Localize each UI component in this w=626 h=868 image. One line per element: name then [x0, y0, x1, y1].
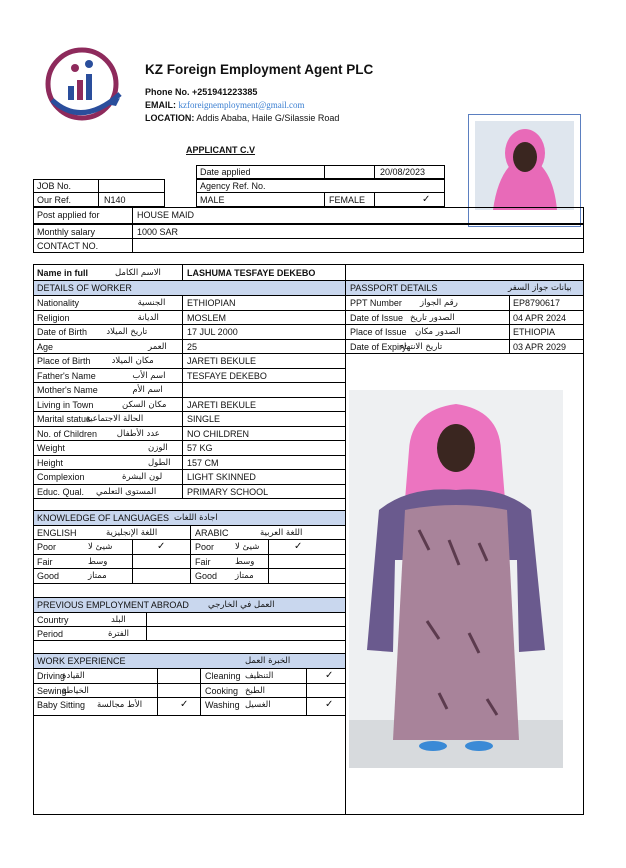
passport-header: PASSPORT DETAILS [350, 283, 438, 293]
row-divider [345, 324, 584, 325]
detail-label: Religion [37, 312, 70, 323]
job-no-label: JOB No. [37, 181, 72, 191]
passport-header-ar: بيانات جواز السفر [508, 283, 572, 293]
languages-header-ar: اجادة اللغات [174, 513, 218, 523]
row-divider [33, 411, 345, 412]
detail-value: JARETI BEKULE [187, 399, 257, 410]
row-divider [33, 426, 345, 427]
language-level-ar-ar: ممتاز [235, 571, 254, 581]
detail-value: MOSLEM [187, 312, 227, 323]
language-level-ar: Poor [195, 542, 215, 552]
detail-label: Complexion [37, 472, 85, 482]
salary-value: 1000 SAR [137, 227, 179, 237]
language-check-ar: ✓ [294, 541, 303, 552]
language-level-en-ar: وسط [88, 556, 108, 567]
detail-label: Height [37, 457, 64, 468]
experience-skill-left-ar: الخياطة [62, 686, 89, 696]
row-divider [33, 484, 345, 485]
passport-label-ar: رقم الجواز [420, 298, 458, 308]
row-divider [33, 310, 345, 311]
post-label: Post applied for [37, 210, 100, 220]
row-divider [33, 583, 345, 584]
our-ref: N140 [104, 195, 126, 205]
detail-value: SINGLE [187, 414, 221, 424]
details-header: DETAILS OF WORKER [37, 283, 132, 293]
language-level-en: Fair [37, 556, 53, 567]
language-level-ar-ar: شيئ لا [235, 542, 260, 552]
language-level-en: Poor [37, 542, 57, 552]
detail-label: Father's Name [37, 370, 96, 381]
detail-label-ar: تاريخ الميلاد [106, 327, 148, 337]
detail-label-ar: مكان الميلاد [111, 356, 154, 366]
female-check: ✓ [422, 194, 431, 205]
language-level-en-ar: ممتاز [88, 571, 107, 581]
english-label-ar: اللغة الإنجليزية [106, 528, 158, 538]
row-divider [33, 568, 345, 569]
english-label: ENGLISH [37, 528, 77, 538]
detail-label: Marital status [37, 414, 91, 424]
passport-label: Place of Issue [350, 327, 407, 337]
detail-value: LIGHT SKINNED [187, 472, 256, 482]
passport-label: Date of Issue [350, 312, 404, 323]
experience-check-right: ✓ [325, 699, 334, 710]
experience-skill-left: Driving [37, 671, 66, 681]
period-label-ar: الفترة [108, 629, 129, 639]
detail-label-ar: الطول [148, 457, 171, 468]
detail-label-ar: الحالة الاجتماعية [85, 414, 144, 424]
post-value: HOUSE MAID [137, 210, 195, 220]
agency-ref-label: Agency Ref. No. [200, 181, 266, 191]
row-divider [345, 310, 584, 311]
row-divider [33, 368, 345, 369]
row-divider [33, 397, 345, 398]
language-level-en: Good [37, 571, 60, 581]
row-divider [33, 440, 345, 441]
detail-label: Date of Birth [37, 327, 88, 337]
experience-skill-right-ar: الطبخ [245, 686, 265, 696]
experience-skill-left-ar: القيادة [62, 671, 85, 681]
experience-skill-left-ar: الأط مجالسة [97, 700, 143, 710]
experience-skill-left: Baby Sitting [37, 700, 86, 710]
experience-skill-right-ar: التنظيف [245, 671, 274, 681]
company-phone: Phone No. +251941223385 [145, 87, 258, 97]
language-level-ar: Good [195, 571, 218, 581]
row-divider [33, 554, 345, 555]
detail-value: TESFAYE DEKEBO [187, 370, 267, 381]
detail-value: 157 CM [187, 457, 219, 468]
name-value: LASHUMA TESFAYE DEKEBO [187, 268, 316, 278]
experience-header-ar: الخبرة العمل [245, 656, 291, 666]
arabic-label-ar: اللغة العربية [260, 528, 303, 538]
passport-label: PPT Number [350, 298, 402, 308]
female-label: FEMALE [329, 195, 366, 205]
row-divider [33, 382, 345, 383]
male-label: MALE [200, 195, 225, 205]
detail-value: PRIMARY SCHOOL [187, 486, 269, 497]
detail-label-ar: الجنسية [137, 298, 166, 308]
language-level-ar: Fair [195, 556, 211, 567]
company-name: KZ Foreign Employment Agent PLC [145, 62, 374, 77]
salary-label: Monthly salary [37, 227, 96, 237]
detail-label-ar: اسم الأب [132, 370, 166, 381]
passport-value: 03 APR 2029 [513, 341, 567, 352]
detail-label-ar: المستوى التعلمي [96, 486, 157, 497]
detail-label-ar: الديانة [137, 312, 159, 323]
row-divider [33, 683, 345, 684]
passport-label: Date of Expiry [350, 341, 407, 352]
row-divider [33, 697, 345, 698]
detail-value: 17 JUL 2000 [187, 327, 238, 337]
country-label: Country [37, 615, 69, 625]
company-location: LOCATION: Addis Ababa, Haile G/Silassie Road [145, 113, 340, 123]
detail-label: Mother's Name [37, 385, 98, 395]
arabic-label: ARABIC [195, 528, 229, 538]
date-applied-label: Date applied [200, 167, 251, 177]
our-ref-label: Our Ref. [37, 195, 72, 205]
date-applied: 20/08/2023 [380, 167, 426, 177]
row-divider [33, 469, 345, 470]
detail-label-ar: الوزن [148, 443, 168, 453]
company-email: EMAIL: kzforeignemployment@gmail.com [145, 100, 305, 110]
row-divider [345, 339, 584, 340]
applicant-photo-full [349, 390, 563, 768]
document-title: APPLICANT C.V [186, 145, 256, 155]
passport-label-ar: تاريخ الانتهاء [400, 341, 443, 352]
name-label: Name in full [37, 268, 89, 278]
detail-label-ar: مكان السكن [122, 399, 167, 410]
detail-value: JARETI BEKULE [187, 356, 257, 366]
experience-skill-left: Sewing [37, 686, 67, 696]
row-divider [33, 353, 345, 354]
email-link[interactable]: kzforeignemployment@gmail.com [178, 100, 305, 110]
detail-label: Weight [37, 443, 65, 453]
detail-value: ETHIOPIAN [187, 298, 236, 308]
detail-value: NO CHILDREN [187, 428, 250, 439]
detail-label: Place of Birth [37, 356, 91, 366]
row-divider [33, 339, 345, 340]
contact-label: CONTACT NO. [37, 241, 99, 251]
detail-label-ar: لون البشرة [122, 472, 163, 482]
detail-value: 25 [187, 341, 198, 352]
detail-label-ar: العمر [148, 341, 167, 352]
experience-skill-right: Cleaning [205, 671, 241, 681]
row-divider [33, 324, 345, 325]
experience-skill-right-ar: الغسيل [245, 700, 271, 710]
country-label-ar: البلد [111, 615, 126, 625]
detail-label: Educ. Qual. [37, 486, 85, 497]
detail-label: Nationality [37, 298, 80, 308]
passport-label-ar: الصدور مكان [415, 327, 461, 337]
passport-value: ETHIOPIA [513, 327, 556, 337]
passport-value: EP8790617 [513, 298, 561, 308]
row-divider [33, 498, 345, 499]
period-label: Period [37, 629, 64, 639]
previous-header-ar: العمل في الخارجي [208, 600, 275, 610]
detail-label-ar: اسم الأم [132, 385, 163, 395]
experience-skill-right: Washing [205, 700, 240, 710]
language-level-en-ar: شيئ لا [88, 542, 113, 552]
passport-value: 04 APR 2024 [513, 312, 567, 323]
detail-label: No. of Children [37, 428, 98, 439]
experience-skill-right: Cooking [205, 686, 239, 696]
detail-label-ar: عدد الأطفال [116, 428, 160, 439]
detail-value: 57 KG [187, 443, 213, 453]
previous-header: PREVIOUS EMPLOYMENT ABROAD [37, 600, 189, 610]
detail-label: Age [37, 341, 54, 352]
language-level-ar-ar: وسط [235, 556, 255, 567]
detail-label: Living in Town [37, 399, 94, 410]
company-logo [42, 44, 132, 126]
languages-header: KNOWLEDGE OF LANGUAGES [37, 513, 170, 523]
experience-check-left: ✓ [180, 699, 189, 710]
row-divider [33, 455, 345, 456]
name-label-ar: الاسم الكامل [115, 268, 161, 278]
passport-label-ar: الصدور تاريخ [410, 312, 455, 323]
experience-check-right: ✓ [325, 670, 334, 681]
language-check-en: ✓ [157, 541, 166, 552]
experience-header: WORK EXPERIENCE [37, 656, 126, 666]
